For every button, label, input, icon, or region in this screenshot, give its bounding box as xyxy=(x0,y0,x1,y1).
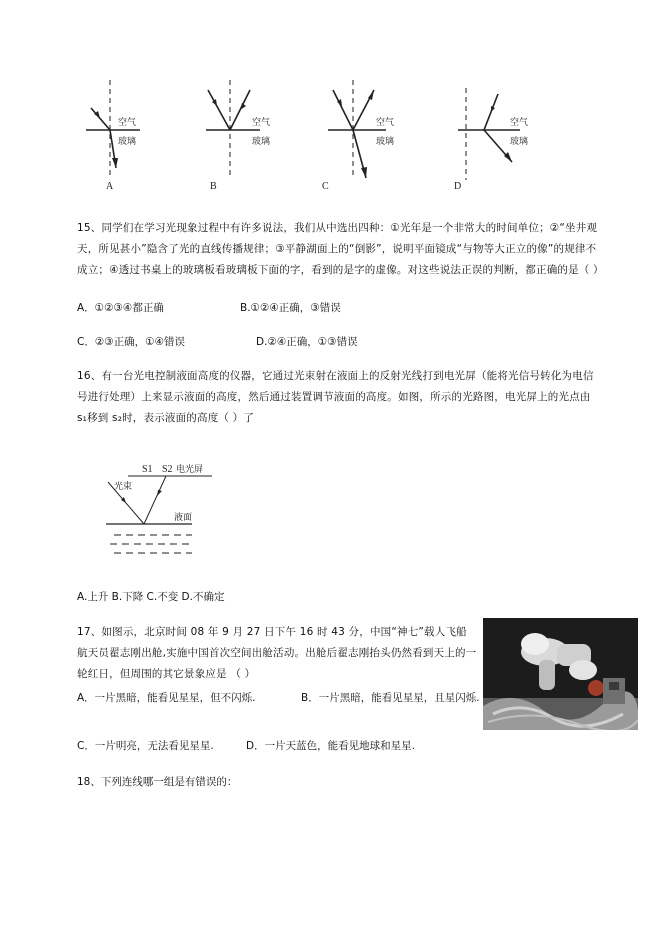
q16-stem: 16、有一台光电控制液面高度的仪器，它通过光束射在液面上的反射光线打到电光屏（能将光信号转化为电信号进行处理）上来显示液面的高度，然后通过装置调节液面的高度。如图，所示的光路图，电光屏上的光点由 s₁移到 s₂时，表示液面的高度（ ）了 xyxy=(77,370,594,424)
refraction-diagrams xyxy=(78,80,558,195)
screen-label: 电光屏 xyxy=(176,465,204,475)
glass-label-d: 玻璃 xyxy=(510,137,529,147)
astronaut-photo xyxy=(483,618,638,730)
diagram-label-c: C xyxy=(322,181,329,192)
q15-option-a: A．①②③④都正确 xyxy=(77,302,164,314)
diagram-d xyxy=(454,88,528,192)
beam-label: 光束 xyxy=(114,482,133,492)
diagram-label-b: B xyxy=(210,181,217,192)
diagram-c xyxy=(322,80,394,192)
q16-options: A.上升 B.下降 C.不变 D.不确定 xyxy=(77,591,225,603)
diagram-label-d: D xyxy=(454,181,462,192)
q15-option-b: B.①②④正确，③错误 xyxy=(240,302,341,314)
q15-option-d: D.②④正确，①③错误 xyxy=(256,336,358,348)
s2-label: S2 xyxy=(162,464,173,475)
liquid-label: 液面 xyxy=(174,513,193,523)
diagram-b xyxy=(206,80,270,192)
q17-option-b: B．一片黑暗，能看见星星，且星闪烁. xyxy=(301,692,480,704)
glass-label-c: 玻璃 xyxy=(376,137,395,147)
q17-option-c: C．一片明亮，无法看见星星. xyxy=(77,740,214,752)
glass-label-b: 玻璃 xyxy=(252,137,271,147)
q17-option-a: A．一片黑暗，能看见星星，但不闪烁. xyxy=(77,692,256,704)
diagram-a xyxy=(86,80,140,192)
air-label-a: 空气 xyxy=(118,118,137,128)
q18-stem: 18、下列连线哪一组是有错误的： xyxy=(77,776,238,788)
s1-label: S1 xyxy=(142,464,153,475)
q15-option-c: C．②③正确，①④错误 xyxy=(77,336,185,348)
glass-label-a: 玻璃 xyxy=(118,137,137,147)
q15-stem: 15、同学们在学习光现象过程中有许多说法，我们从中选出四种：①光年是一个非常大的时间单位；②“坐井观天，所见甚小”隐含了光的直线传播规律；③平静湖面上的“倒影”，说明平面镜成“与物等大正立的像”的规律不成立；④透过书桌上的玻璃板看玻璃板下面的字，看到的是字的虚像。对这些说法正误的判断，都正确的是（ ） xyxy=(77,222,604,276)
q17-option-d: D．一片天蓝色，能看见地球和星星. xyxy=(246,740,415,752)
liquid-level-diagram xyxy=(100,460,220,560)
q17-stem: 17、如图示，北京时间 08 年 9 月 27 日下午 16 时 43 分，中国“神七”载人飞船航天员翟志刚出舱,实施中国首次空间出舱活动。出舱后翟志刚抬头仍然看到天上的一轮红日，但周围的其它景象应是 （ ） xyxy=(77,626,477,680)
air-label-d: 空气 xyxy=(510,118,529,128)
air-label-b: 空气 xyxy=(252,118,271,128)
air-label-c: 空气 xyxy=(376,118,395,128)
diagram-label-a: A xyxy=(106,181,114,192)
